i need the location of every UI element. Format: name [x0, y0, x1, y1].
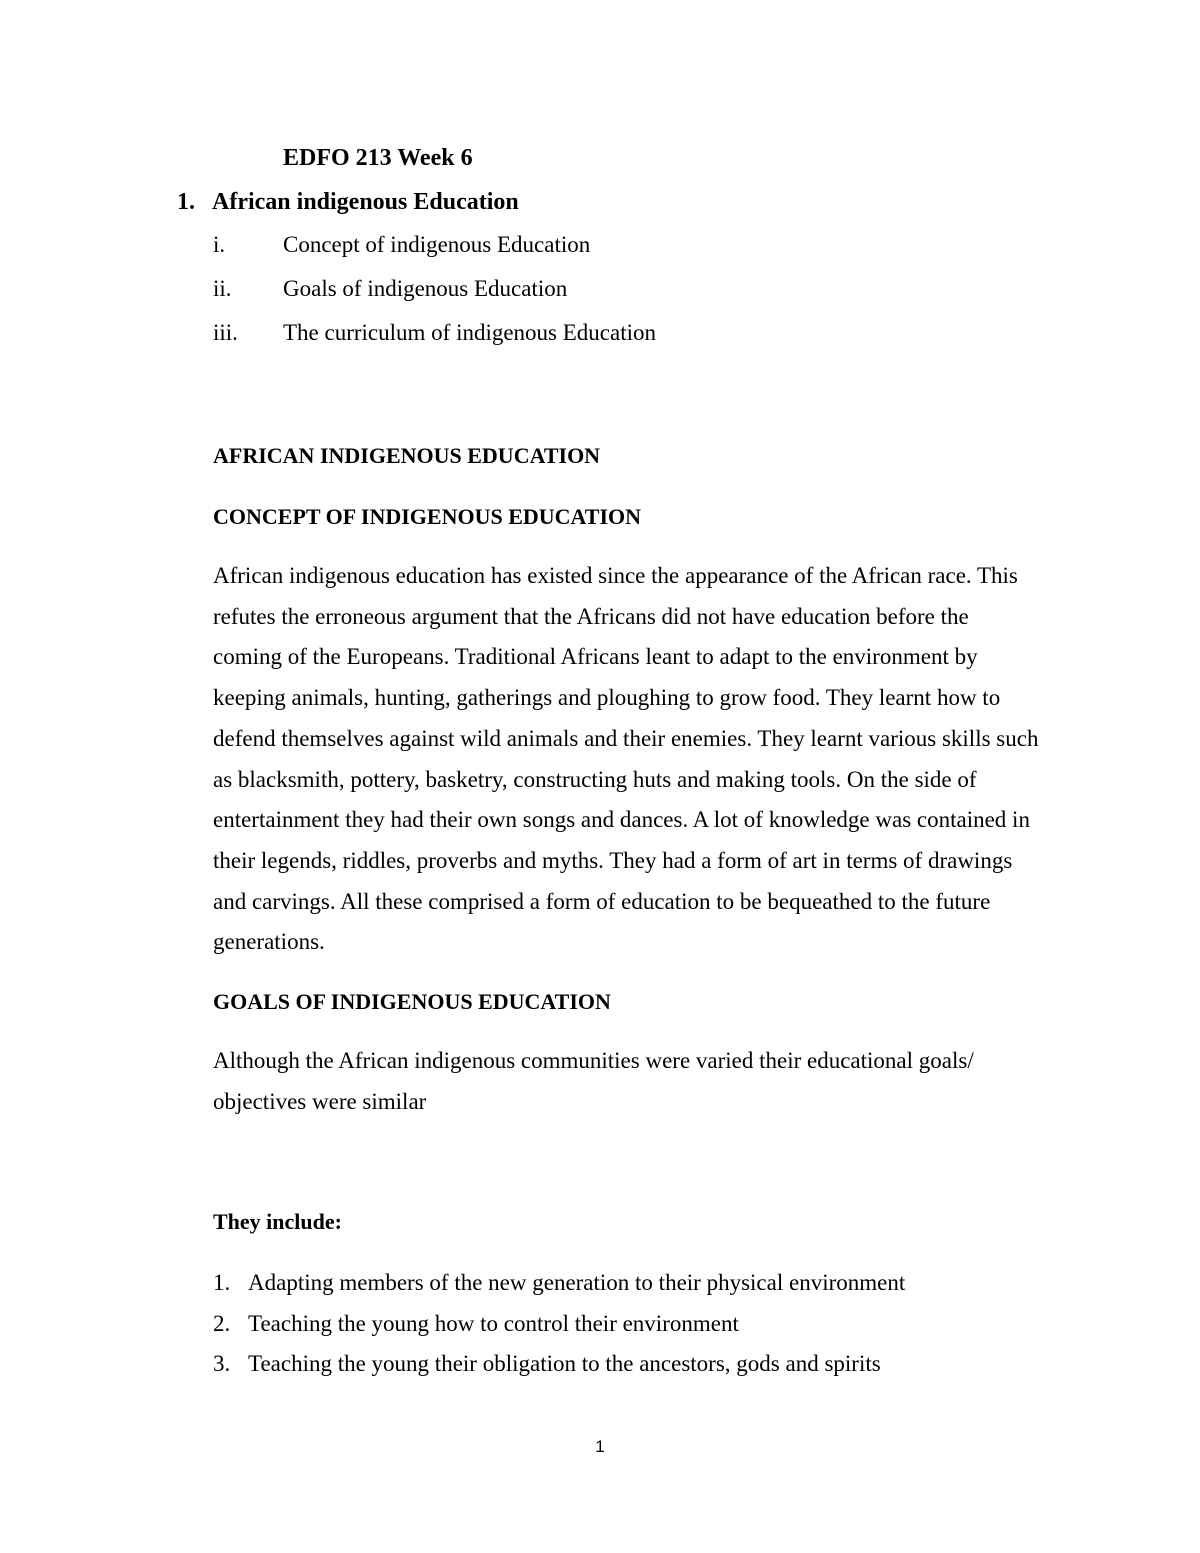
document-title: EDFO 213 Week 6: [283, 145, 473, 171]
paragraph-line: entertainment they had their own songs and dances. A lot of knowledge was contained in: [213, 807, 1030, 833]
outline-sub-item: [213, 274, 656, 318]
goal-marker: 3.: [213, 1351, 231, 1376]
outline-sub-text: Concept of indigenous Education: [283, 232, 591, 257]
outline-sub-item: [213, 318, 656, 362]
paragraph-line: their legends, riddles, proverbs and myths. They had a form of art in terms of drawings: [213, 847, 1013, 873]
outline-sub-text: Goals of indigenous Education: [283, 276, 568, 301]
outline-sub-text: The curriculum of indigenous Education: [283, 320, 657, 345]
goal-item: [213, 1309, 905, 1350]
concept-heading: CONCEPT OF INDIGENOUS EDUCATION: [213, 504, 642, 529]
outline-title: African indigenous Education: [212, 189, 519, 215]
paragraph-line: defend themselves against wild animals and their enemies. They learnt various skills such: [213, 725, 1039, 751]
section-heading: AFRICAN INDIGENOUS EDUCATION: [213, 443, 601, 468]
outline-sub-marker: ii.: [213, 276, 232, 301]
outline-sub-marker: iii.: [213, 320, 238, 345]
goal-marker: 1.: [213, 1270, 231, 1295]
concept-paragraph: [213, 556, 1073, 963]
include-label: They include:: [213, 1209, 342, 1234]
outline-main-item: [177, 187, 519, 217]
paragraph-line: objectives were similar: [213, 1088, 427, 1114]
paragraph-line: coming of the Europeans. Traditional Africans leant to adapt to the environment by: [213, 644, 978, 670]
goal-item: [213, 1349, 905, 1390]
goals-list: [213, 1268, 905, 1390]
paragraph-line: keeping animals, hunting, gatherings and ploughing to grow food. They learnt how to: [213, 685, 1001, 711]
paragraph-line: generations.: [213, 929, 325, 955]
paragraph-line: and carvings. All these comprised a form of education to be bequeathed to the future: [213, 888, 991, 914]
outline-sub-marker: i.: [213, 232, 226, 257]
goals-heading: GOALS OF INDIGENOUS EDUCATION: [213, 989, 611, 1014]
goal-text: Teaching the young how to control their environment: [248, 1310, 739, 1336]
paragraph-line: Although the African indigenous communities were varied their educational goals/: [213, 1048, 974, 1073]
goals-paragraph: [213, 1041, 1073, 1122]
page-number: 1: [595, 1437, 605, 1456]
paragraph-line: as blacksmith, pottery, basketry, constructing huts and making tools. On the side of: [213, 766, 977, 792]
goal-text: Adapting members of the new generation to their physical environment: [248, 1270, 906, 1295]
goal-item: [213, 1268, 905, 1309]
paragraph-line: refutes the erroneous argument that the Africans did not have education before the: [213, 603, 969, 629]
paragraph-line: African indigenous education has existed since the appearance of the African race. This: [213, 563, 1018, 588]
goal-marker: 2.: [213, 1310, 231, 1336]
goal-text: Teaching the young their obligation to the ancestors, gods and spirits: [248, 1351, 881, 1376]
outline-sub-item: [213, 230, 656, 274]
outline-number: 1.: [177, 189, 195, 215]
outline-sub-list: [213, 230, 656, 362]
